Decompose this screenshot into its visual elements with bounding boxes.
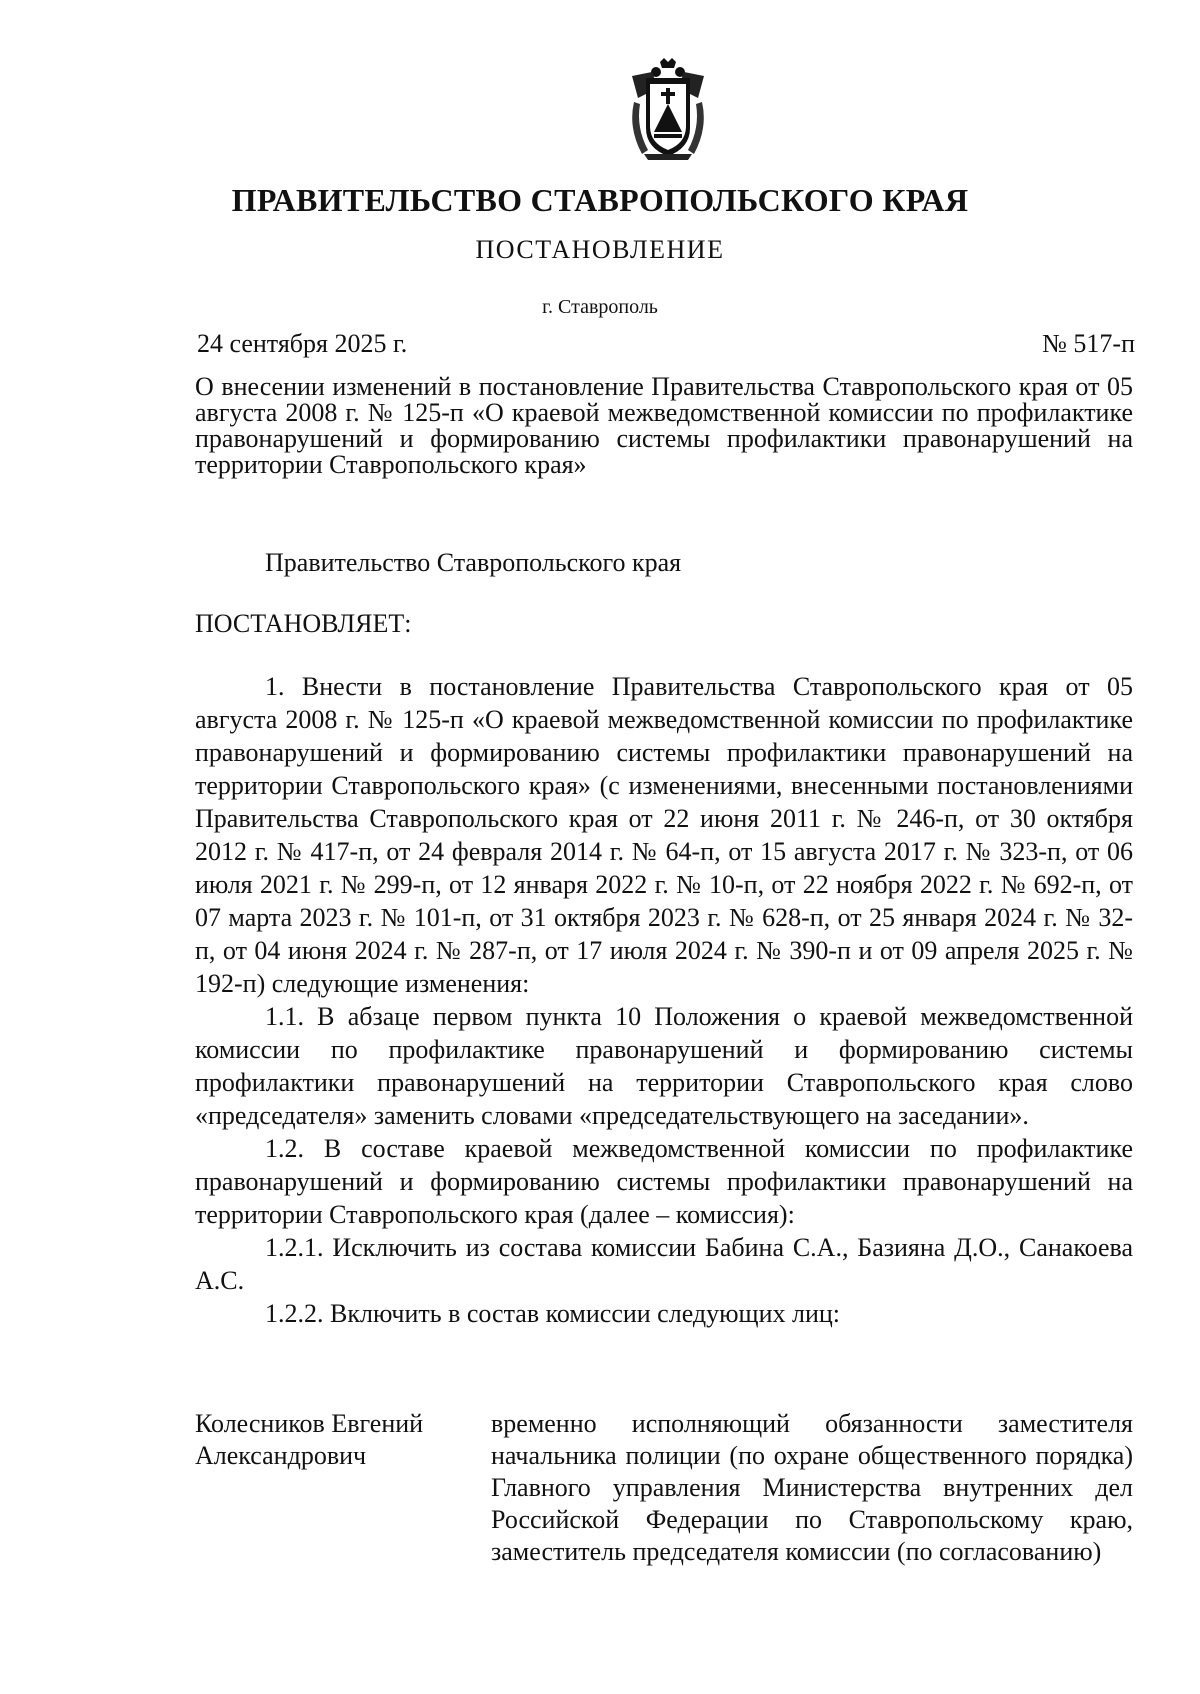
stavropol-coat-of-arms-icon xyxy=(628,58,708,160)
document-title xyxy=(195,374,1133,478)
document-title-text: О внесении изменений в постановление Правительства Ставропольского края от 05 августа 2008 г. № 125-п «О краевой межведомственной комиссии по профилактике правонарушений и формированию системы профилактики правонарушений на территории Ставропольского края» xyxy=(195,372,1133,479)
member-name-line: Александрович xyxy=(195,1441,367,1470)
member-name xyxy=(195,1408,475,1472)
government-title: ПРАВИТЕЛЬСТВО СТАВРОПОЛЬСКОГО КРАЯ xyxy=(231,182,969,218)
item-paragraph: 1.2. В составе краевой межведомственной комиссии по профилактике правонарушений и формированию системы профилактики правонарушений на территории Ставропольского края (далее – комиссия): xyxy=(195,1134,1133,1229)
member-role: временно исполняющий обязанности заместителя начальника полиции (по охране общественного порядка) Главного управления Министерства внутренних дел Российской Федерации по Ставропольскому краю, заместитель председателя комиссии (по согласованию) xyxy=(491,1409,1133,1566)
document-number: № 517-п xyxy=(1042,329,1135,358)
document-type: ПОСТАНОВЛЕНИЕ xyxy=(475,235,725,264)
item-paragraph: 1.2.1. Исключить из состава комиссии Бабина С.А., Базияна Д.О., Санакоева А.С. xyxy=(195,1233,1133,1295)
item-paragraph: 1. Внести в постановление Правительства Ставропольского края от 05 августа 2008 г. № 125-п «О краевой межведомственной комиссии по профилактике правонарушений и формированию системы профилактики правонарушений на территории Ставропольского края» (с изменениями, внесенными постановлениями Правительства Ставропольского края от 22 июня 2011 г. № 246-п, от 30 октября 2012 г. № 417-п, от 24 февраля 2014 г. № 64-п, от 15 августа 2017 г. № 323-п, от 06 июля 2021 г. № 299-п, от 12 января 2022 г. № 10-п, от 22 ноября 2022 г. № 692-п, от 07 марта 2023 г. № 101-п, от 31 октября 2023 г. № 628-п, от 25 января 2024 г. № 32-п, от 04 июня 2024 г. № 287-п, от 17 июля 2024 г. № 390-п и от 09 апреля 2025 г. № 192-п) следующие изменения: xyxy=(195,672,1133,998)
items-list xyxy=(195,670,1133,1330)
preamble-text: Правительство Ставропольского края xyxy=(265,548,682,577)
city: г. Ставрополь xyxy=(542,296,658,318)
decree-text: ПОСТАНОВЛЯЕТ: xyxy=(195,609,412,638)
preamble xyxy=(195,546,1133,579)
decree-word xyxy=(195,607,1133,640)
item-paragraph: 1.1. В абзаце первом пункта 10 Положения о краевой межведомственной комиссии по профилактике правонарушений и формированию системы профилактики правонарушений на территории Ставропольского края слово «председателя» заменить словами «председательствующего на заседании». xyxy=(195,1002,1133,1130)
member-name-line: Колесников Евгений xyxy=(195,1409,424,1438)
document-date: 24 сентября 2025 г. xyxy=(197,329,408,358)
item-paragraph: 1.2.2. Включить в состав комиссии следующих лиц: xyxy=(265,1299,841,1328)
